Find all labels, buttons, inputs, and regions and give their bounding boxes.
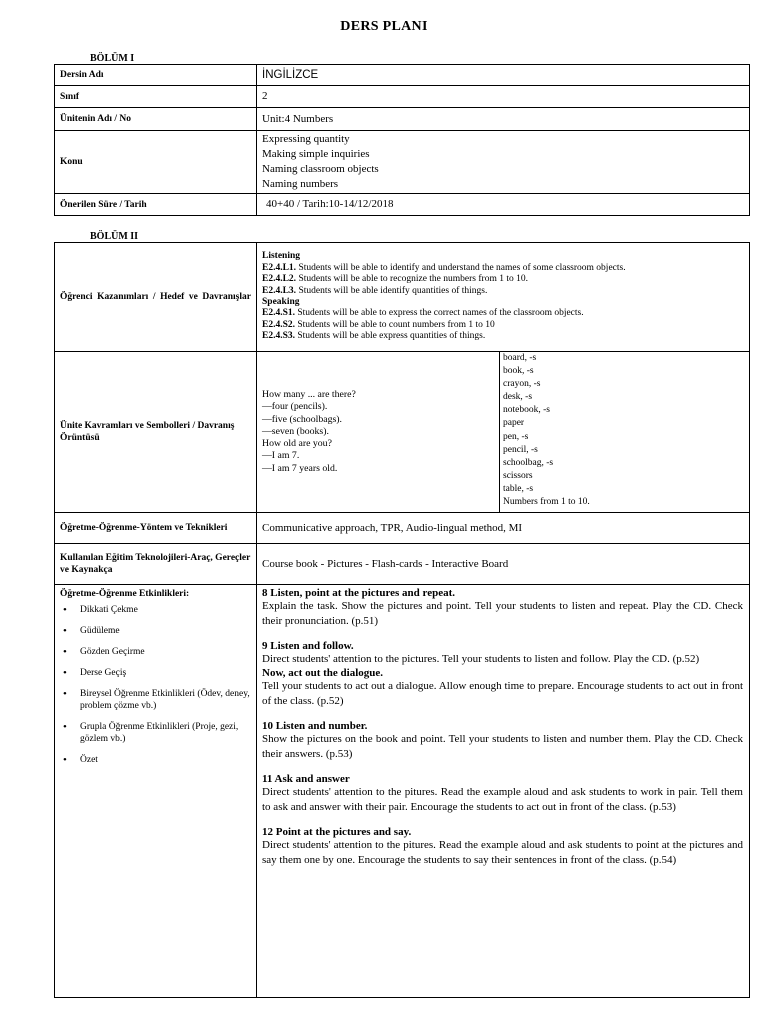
topic-line: Making simple inquiries (262, 148, 370, 160)
vocab-item: table, -s (503, 483, 534, 494)
vocab-item: paper (503, 418, 525, 429)
activity-text: Show the pictures on the book and point. Tell your students to listen and number them. Play the CD. Check their answers. (p.53) (262, 733, 743, 760)
topic-line: Expressing quantity (262, 133, 350, 145)
vocab-item: desk, -s (503, 392, 533, 403)
activity-title: 10 Listen and number. (262, 720, 368, 732)
outcome-item (262, 308, 744, 319)
activity-text: Direct students' attention to the pictures. Tell your students to listen and follow. Play the CD. (p.52) (262, 653, 700, 665)
course-value: İNGİLİZCE (257, 65, 750, 86)
vocab-item: scissors (503, 470, 533, 481)
materials-label: Kullanılan Eğitim Teknolojileri-Araç, Gereçler ve Kaynakça (55, 544, 257, 585)
outcome-item (262, 320, 744, 331)
stages-list (60, 604, 251, 766)
activities-content (257, 585, 750, 998)
activity-title: 12 Point at the pictures and say. (262, 826, 412, 838)
vocab-item: pencil, -s (503, 444, 538, 455)
phrase-line: —I am 7 years old. (262, 462, 338, 474)
phrase-line: —seven (books). (262, 425, 329, 437)
stage-item: • Derse Geçiş (60, 667, 251, 679)
activity-text: Explain the task. Show the pictures and point. Tell your students to listen and repeat. Play the CD. Check their pronunciation. (p.51) (262, 600, 743, 627)
unit-value: Unit:4 Numbers (257, 108, 750, 131)
activity-title: 11 Ask and answer (262, 773, 350, 785)
outcomes-content (257, 243, 750, 352)
methods-value: Communicative approach, TPR, Audio-lingual method, MI (257, 513, 750, 544)
outcome-item (262, 331, 744, 342)
section-1-table (54, 64, 750, 216)
activity-text: Tell your students to act out a dialogue. Allow enough time to prepare. Encourage students to act out in front of the class. (p.52) (262, 680, 743, 707)
speaking-heading: Speaking (262, 297, 300, 307)
phrases-cell (257, 352, 500, 513)
vocab-item: crayon, -s (503, 379, 541, 390)
activity-title: 8 Listen, point at the pictures and repeat. (262, 587, 456, 599)
activity-title: 9 Listen and follow. (262, 640, 354, 652)
section-2-label: BÖLÜM II (90, 231, 139, 242)
vocab-item: schoolbag, -s (503, 457, 554, 468)
outcome-code: E2.4.S3. (262, 331, 295, 342)
vocab-item: pen, -s (503, 431, 529, 442)
topic-value (257, 131, 750, 194)
course-label: Dersin Adı (55, 65, 257, 86)
topic-row (55, 131, 750, 194)
duration-row (55, 194, 750, 216)
listening-heading: Listening (262, 251, 301, 262)
concepts-label: Ünite Kavramları ve Sembolleri / Davranış Örüntüsü (55, 352, 257, 513)
unit-label: Ünitenin Adı / No (55, 108, 257, 131)
section-1-label: BÖLÜM I (90, 53, 135, 64)
stage-item: • Bireysel Öğrenme Etkinlikleri (Ödev, deney, problem çözme vb.) (60, 688, 251, 712)
outcome-code: E2.4.L2. (262, 274, 297, 285)
topic-line: Naming numbers (262, 178, 339, 190)
outcomes-row (55, 243, 750, 352)
activities-label: Öğretme-Öğrenme Etkinlikleri: (60, 589, 190, 599)
concepts-row (55, 352, 750, 513)
duration-label: Önerilen Süre / Tarih (55, 194, 257, 216)
section-2-table (54, 242, 750, 998)
outcome-text: Students will be able express quantities of things. (297, 331, 486, 342)
grade-row (55, 86, 750, 108)
stage-item: • Gözden Geçirme (60, 646, 251, 658)
duration-value: 40+40 / Tarih:10-14/12/2018 (257, 194, 750, 216)
outcome-text: Students will be able to express the correct names of the classroom objects. (297, 308, 584, 319)
stage-item: • Dikkati Çekme (60, 604, 251, 616)
unit-row (55, 108, 750, 131)
outcome-text: Students will be able identify quantities of things. (298, 285, 488, 296)
phrase-line: —I am 7. (262, 450, 300, 462)
outcome-item (262, 286, 744, 297)
activities-row (55, 585, 750, 998)
phrase-line: —five (schoolbags). (262, 413, 342, 425)
activity-text: Direct students' attention to the pitures. Read the example aloud and ask students to point at the pictures and say them one by one. Encourage the students to say their sentences in front of the class. (p.54) (262, 839, 743, 866)
vocabulary-cell (500, 352, 750, 513)
stage-item: • Özet (60, 754, 251, 766)
materials-value: Course book - Pictures - Flash-cards - Interactive Board (257, 544, 750, 585)
vocab-item: board, -s (503, 353, 537, 363)
activities-label-cell (55, 585, 257, 998)
outcome-text: Students will be able to identify and understand the names of some classroom objects. (298, 262, 626, 273)
vocab-item: Numbers from 1 to 10. (503, 497, 590, 508)
outcome-text: Students will be able to count numbers from 1 to 10 (297, 319, 495, 330)
document-title: DERS PLANI (340, 19, 428, 34)
methods-row (55, 513, 750, 544)
outcome-item (262, 274, 744, 285)
outcome-code: E2.4.S2. (262, 319, 295, 330)
materials-row (55, 544, 750, 585)
grade-label: Sınıf (55, 86, 257, 108)
vocab-item: book, -s (503, 366, 534, 377)
activity-title: Now, act out the dialogue. (262, 667, 383, 679)
outcome-code: E2.4.L3. (262, 285, 297, 296)
stage-item: • Güdüleme (60, 625, 251, 637)
activity-text: Direct students' attention to the pitures. Read the example aloud and ask students to work in pair. Tell them to ask and answer with their pair. Encourage the students to act out in front of the class. (p.53) (262, 786, 743, 813)
vocab-item: notebook, -s (503, 405, 550, 416)
outcome-text: Students will be able to recognize the numbers from 1 to 10. (298, 274, 528, 285)
grade-value: 2 (257, 86, 750, 108)
phrase-line: How old are you? (262, 438, 332, 450)
outcome-item (262, 263, 744, 274)
outcome-code: E2.4.L1. (262, 262, 297, 273)
topic-label: Konu (55, 131, 257, 194)
methods-label: Öğretme-Öğrenme-Yöntem ve Teknikleri (55, 513, 257, 544)
course-row (55, 65, 750, 86)
stage-item: • Grupla Öğrenme Etkinlikleri (Proje, gezi, gözlem vb.) (60, 721, 251, 745)
outcome-code: E2.4.S1. (262, 308, 295, 319)
outcomes-label: Öğrenci Kazanımları / Hedef ve Davranışlar (55, 243, 257, 352)
topic-line: Naming classroom objects (262, 163, 379, 175)
phrase-line: How many ... are there? (262, 388, 356, 400)
phrase-line: —four (pencils). (262, 401, 328, 413)
